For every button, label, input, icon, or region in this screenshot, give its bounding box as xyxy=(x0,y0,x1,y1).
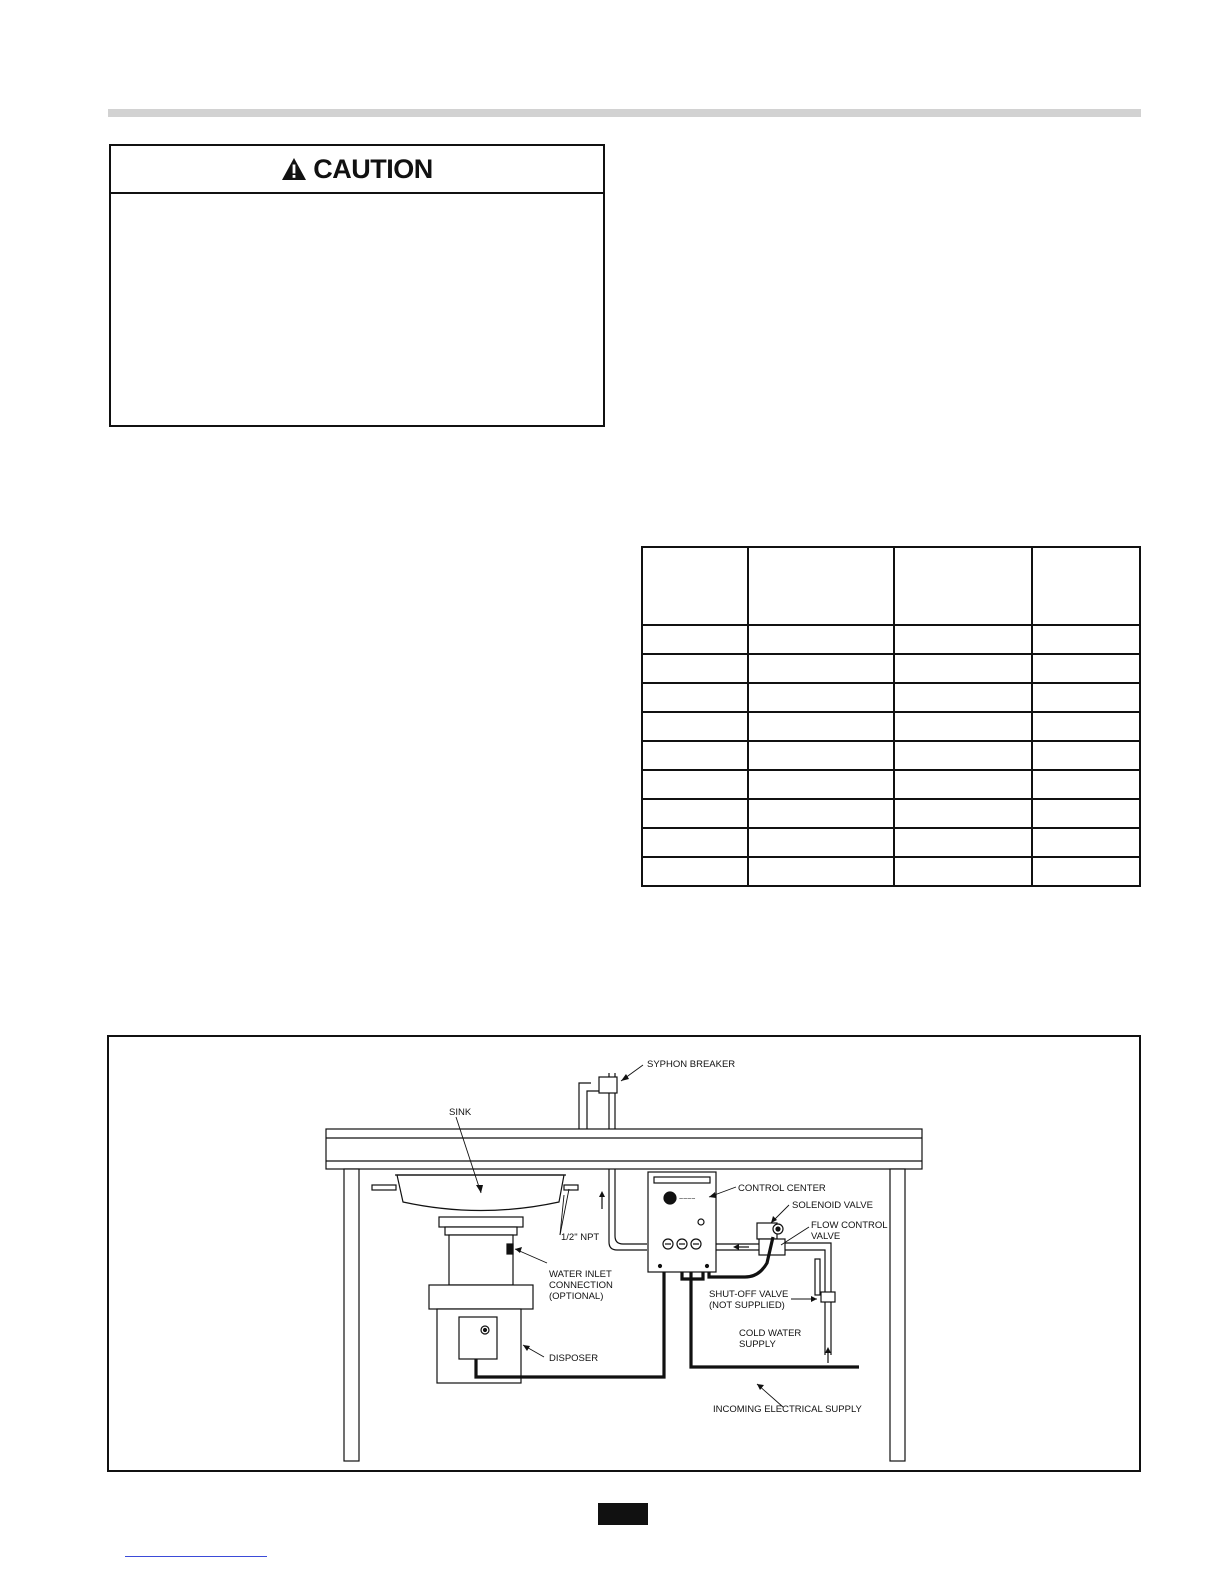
label-water-inlet-2: CONNECTION xyxy=(549,1280,613,1291)
table-cell xyxy=(748,770,894,799)
table-row xyxy=(642,654,1140,683)
label-sink: SINK xyxy=(449,1107,472,1118)
table-cell xyxy=(642,683,748,712)
table-cell xyxy=(894,770,1032,799)
table-cell xyxy=(642,770,748,799)
table-cell xyxy=(894,857,1032,886)
table-row xyxy=(642,683,1140,712)
sink-flange xyxy=(439,1217,523,1227)
table-cell xyxy=(894,683,1032,712)
caution-header xyxy=(111,146,603,194)
svg-text:~~~~: ~~~~ xyxy=(679,1196,696,1203)
table-cell xyxy=(894,828,1032,857)
table-cell xyxy=(894,712,1032,741)
table-cell xyxy=(1032,741,1140,770)
table-leg-left xyxy=(344,1169,359,1461)
table-cell xyxy=(894,741,1032,770)
table-cell xyxy=(748,799,894,828)
installation-diagram-drawing xyxy=(109,1037,1141,1472)
label-solenoid-valve: SOLENOID VALVE xyxy=(792,1200,873,1211)
label-water-inlet-1: WATER INLET xyxy=(549,1269,612,1280)
incoming-electrical-cable xyxy=(691,1272,859,1367)
table-cell xyxy=(642,828,748,857)
label-cold-water-1: COLD WATER xyxy=(739,1328,802,1339)
table-cell xyxy=(748,654,894,683)
counter-top xyxy=(326,1129,922,1169)
table-cell xyxy=(894,799,1032,828)
caution-title: CAUTION xyxy=(313,153,433,184)
caution-box xyxy=(109,144,605,427)
table-row xyxy=(642,741,1140,770)
control-center-box xyxy=(648,1172,716,1272)
label-cold-water-2: SUPPLY xyxy=(739,1339,776,1350)
table-row xyxy=(642,857,1140,886)
table-cell xyxy=(748,625,894,654)
disposer-collar xyxy=(429,1285,533,1309)
spec-table xyxy=(641,546,1141,887)
label-npt: 1/2" NPT xyxy=(561,1232,600,1243)
footer-link-underline[interactable] xyxy=(125,1556,267,1557)
table-cell xyxy=(894,625,1032,654)
label-control-center: CONTROL CENTER xyxy=(738,1183,826,1194)
table-cell xyxy=(1032,799,1140,828)
table-header-cell xyxy=(642,547,748,625)
installation-diagram xyxy=(107,1035,1141,1472)
table-row xyxy=(642,625,1140,654)
table-cell xyxy=(748,712,894,741)
table-cell xyxy=(1032,712,1140,741)
table-cell xyxy=(894,654,1032,683)
label-shutoff-1: SHUT-OFF VALVE xyxy=(709,1289,789,1300)
table-cell xyxy=(748,857,894,886)
table-cell xyxy=(642,799,748,828)
table-cell xyxy=(748,828,894,857)
label-syphon-breaker: SYPHON BREAKER xyxy=(647,1059,736,1070)
table-row xyxy=(642,770,1140,799)
table-header-cell xyxy=(748,547,894,625)
label-flow-control-2: VALVE xyxy=(811,1231,841,1242)
table-row xyxy=(642,712,1140,741)
table-cell xyxy=(642,654,748,683)
page-number-tab xyxy=(598,1503,648,1525)
table-leg-right xyxy=(890,1169,905,1461)
table-cell xyxy=(748,683,894,712)
table-row xyxy=(642,828,1140,857)
section-header-rule xyxy=(108,109,1141,117)
table-cell xyxy=(748,741,894,770)
disposer-upper-body xyxy=(449,1235,513,1285)
label-shutoff-2: (NOT SUPPLIED) xyxy=(709,1300,785,1311)
table-cell xyxy=(1032,654,1140,683)
table-row xyxy=(642,799,1140,828)
disposer-switch-plate xyxy=(459,1317,497,1359)
table-cell xyxy=(1032,770,1140,799)
warning-triangle-icon xyxy=(281,157,307,181)
label-water-inlet-3: (OPTIONAL) xyxy=(549,1291,604,1302)
table-cell xyxy=(1032,683,1140,712)
table-cell xyxy=(1032,857,1140,886)
table-cell xyxy=(642,625,748,654)
table-cell xyxy=(1032,625,1140,654)
label-disposer: DISPOSER xyxy=(549,1353,599,1364)
label-incoming-electrical: INCOMING ELECTRICAL SUPPLY xyxy=(713,1404,862,1415)
table-header-row xyxy=(642,547,1140,625)
label-flow-control-1: FLOW CONTROL xyxy=(811,1220,888,1231)
table-cell xyxy=(642,741,748,770)
table-cell xyxy=(1032,828,1140,857)
table-cell xyxy=(642,857,748,886)
table-cell xyxy=(642,712,748,741)
table-header-cell xyxy=(1032,547,1140,625)
table-header-cell xyxy=(894,547,1032,625)
